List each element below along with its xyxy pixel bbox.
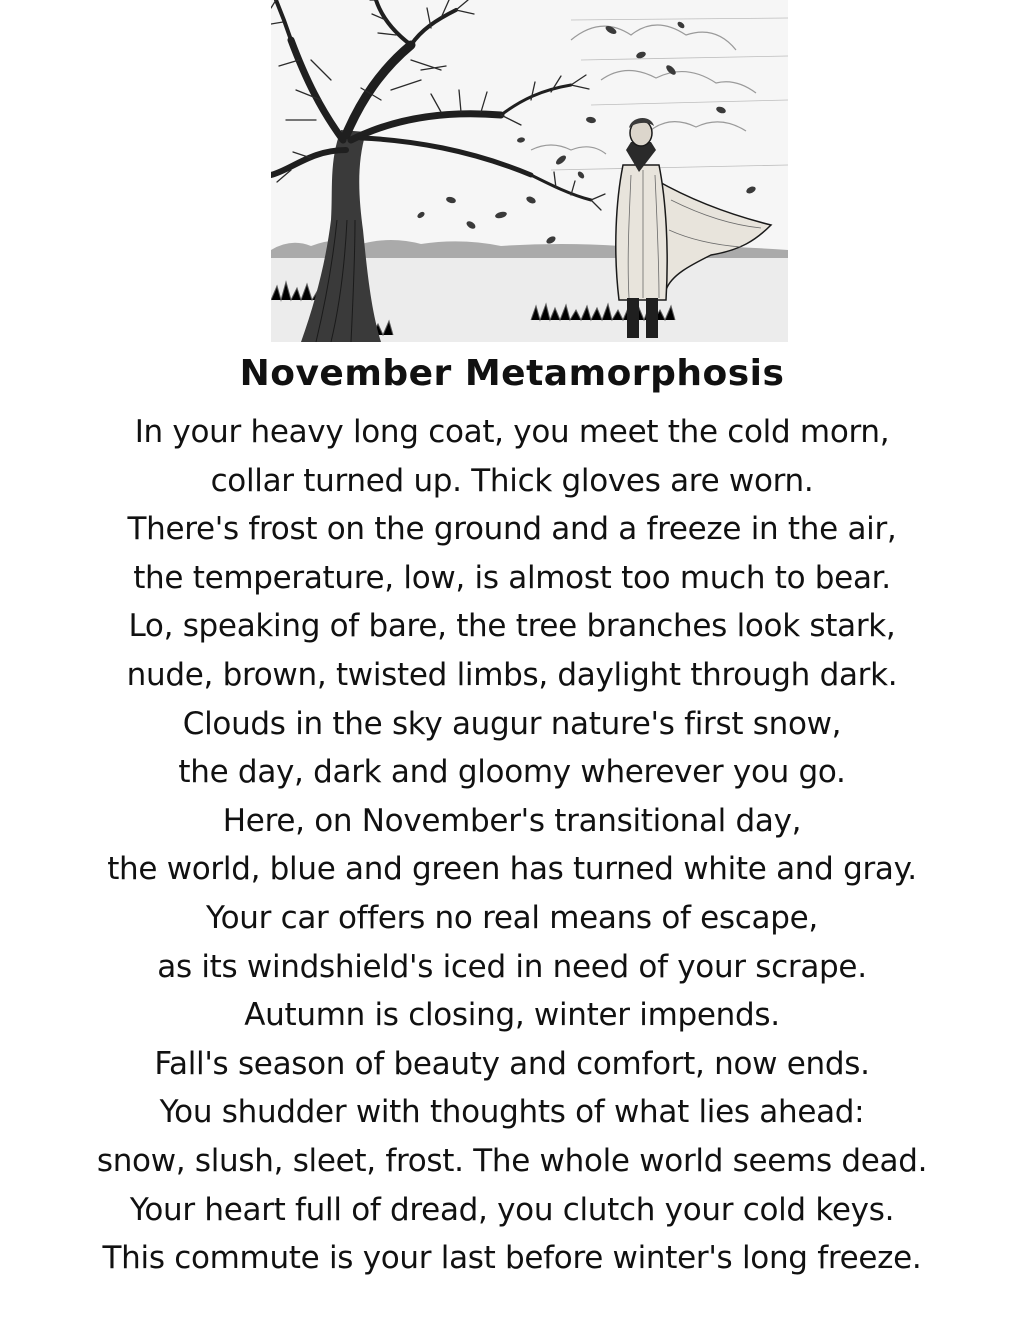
poem-line: Here, on November's transitional day, bbox=[222, 802, 802, 839]
poem-line: Autumn is closing, winter impends. bbox=[244, 997, 780, 1034]
poem-line: the day, dark and gloomy wherever you go. bbox=[178, 754, 846, 791]
winter-tree-figure-illustration bbox=[271, 0, 788, 342]
poem-line: Clouds in the sky augur nature's first snow, bbox=[182, 705, 842, 742]
poem-line: Lo, speaking of bare, the tree branches look stark, bbox=[128, 608, 896, 645]
poem-line: Your heart full of dread, you clutch your cold keys. bbox=[129, 1191, 895, 1228]
poem-line: the world, blue and green has turned white and gray. bbox=[107, 851, 917, 888]
poem-line: In your heavy long coat, you meet the cold morn, bbox=[134, 414, 890, 450]
poem-title: November Metamorphosis bbox=[239, 353, 785, 394]
poem-line: the temperature, low, is almost too much to bear. bbox=[133, 559, 891, 596]
illustration bbox=[271, 0, 788, 342]
poem-line: nude, brown, twisted limbs, daylight through dark. bbox=[126, 656, 898, 693]
poem-line: This commute is your last before winter's long freeze. bbox=[102, 1240, 922, 1277]
poem-line: Fall's season of beauty and comfort, now ends. bbox=[154, 1045, 870, 1082]
poem-line: collar turned up. Thick gloves are worn. bbox=[210, 462, 814, 499]
poem-line: snow, slush, sleet, frost. The whole world seems dead. bbox=[96, 1142, 928, 1179]
poem-body bbox=[0, 408, 1024, 1283]
poem-line: There's frost on the ground and a freeze in the air, bbox=[127, 511, 897, 548]
poem-line: Your car offers no real means of escape, bbox=[206, 899, 818, 936]
poem-line: as its windshield's iced in need of your scrape. bbox=[157, 948, 867, 985]
poem-line: You shudder with thoughts of what lies ahead: bbox=[159, 1094, 865, 1131]
